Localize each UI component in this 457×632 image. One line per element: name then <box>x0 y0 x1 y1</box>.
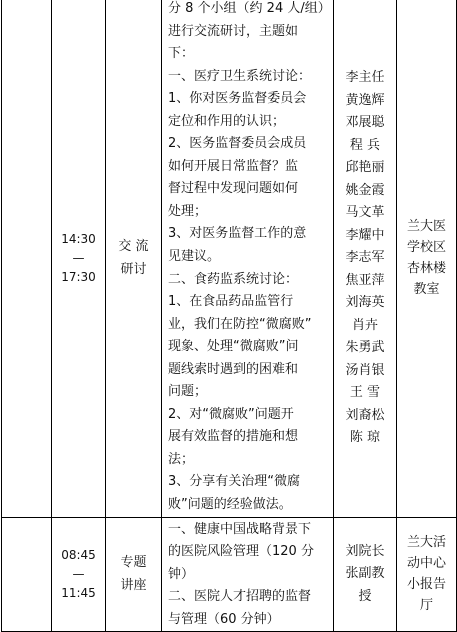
content-line: 二、食药监系统讨论： <box>168 271 299 287</box>
table-row <box>2 0 457 517</box>
content-line: 败”问题的经验做法。 <box>168 497 292 513</box>
content-line: 法； <box>168 451 195 467</box>
content-line: 3、对医务监督工作的意 <box>168 226 307 242</box>
person-name: 肖卉 <box>351 317 378 333</box>
venue-line: 杏林楼 <box>406 261 446 277</box>
people-cell <box>334 517 397 632</box>
person-name: 朱勇武 <box>345 340 385 356</box>
venue-cell <box>397 0 457 517</box>
content-line: 3、分享有关治理“微腐 <box>168 474 301 490</box>
person-name: 李耀中 <box>345 227 385 243</box>
time-start: 14:30 <box>61 231 96 246</box>
session-type-line: 研讨 <box>120 262 147 278</box>
content-line: 如何开展日常监督？监 <box>168 158 299 174</box>
person-name: 黄逸辉 <box>345 92 385 108</box>
content-line: 现象、处理“微腐败”问 <box>168 339 299 355</box>
content-line: 2、对“微腐败”问题开 <box>168 406 294 422</box>
content-line: 督过程中发现问题如何 <box>168 181 299 197</box>
venue-line: 兰大活 <box>406 535 446 551</box>
content-line: 下： <box>168 46 195 62</box>
content-line: 1、你对医务监督委员会 <box>168 91 307 107</box>
time-end: 17:30 <box>61 269 96 284</box>
content-line: 与管理（60 分钟） <box>168 611 280 627</box>
content-line: 处理； <box>168 203 208 219</box>
blank-cell <box>2 517 52 632</box>
venue-line: 小报告 <box>406 577 446 593</box>
person-name: 王 雪 <box>349 385 381 401</box>
people-cell <box>334 0 397 517</box>
venue-cell <box>397 517 457 632</box>
content-line: 一、健康中国战略背景下 <box>168 521 312 537</box>
content-line: 见建议。 <box>168 249 221 265</box>
person-name: 陈 琼 <box>349 430 381 446</box>
content-line: 的医院风险管理（120 分 <box>168 544 314 560</box>
person-name: 授 <box>358 588 372 604</box>
session-type-line: 交 流 <box>118 239 149 255</box>
time-dash: — <box>72 250 85 265</box>
person-name: 李主任 <box>345 70 385 86</box>
content-line: 钟） <box>168 566 195 582</box>
person-name: 邓展聪 <box>345 115 385 131</box>
content-line: 二、医院人才招聘的监督 <box>168 589 312 605</box>
time-range <box>52 230 105 287</box>
person-name: 刘裔松 <box>345 407 385 423</box>
content-cell <box>162 0 334 517</box>
content-line: 题线索时遇到的困难和 <box>168 361 299 377</box>
session-type-cell <box>106 517 162 632</box>
venue-line: 兰大医 <box>406 219 446 235</box>
person-name: 邱艳丽 <box>345 160 385 176</box>
time-range <box>52 546 105 603</box>
person-name: 李志军 <box>345 250 385 266</box>
time-cell <box>52 517 106 632</box>
content-line: 2、医务监督委员会成员 <box>168 136 307 152</box>
person-name: 刘院长 <box>345 543 385 559</box>
person-name: 马文革 <box>345 205 385 221</box>
content-cell <box>162 517 334 632</box>
content-line: 进行交流研讨，主题如 <box>168 23 299 39</box>
venue-line: 动中心 <box>406 556 446 572</box>
person-name: 张副教 <box>345 566 385 582</box>
person-name: 刘海英 <box>345 295 385 311</box>
content-line: 一、医疗卫生系统讨论： <box>168 68 312 84</box>
content-line: 问题； <box>168 384 208 400</box>
blank-cell <box>2 0 52 517</box>
session-type-line: 专题 <box>120 555 147 571</box>
venue-line: 厅 <box>419 598 433 614</box>
session-type-line: 讲座 <box>120 578 147 594</box>
venue-line: 学校区 <box>406 240 446 256</box>
content-line: 1、在食品药品监管行 <box>168 294 294 310</box>
content-line: 分 8 个小组（约 24 人/组） <box>168 1 331 16</box>
time-cell <box>52 0 106 517</box>
schedule-table <box>1 0 457 632</box>
person-name: 程 兵 <box>349 137 381 153</box>
session-type-cell <box>106 0 162 517</box>
time-end: 11:45 <box>61 585 96 600</box>
content-line: 业，我们在防控“微腐败” <box>168 316 312 332</box>
time-start: 08:45 <box>61 547 96 562</box>
content-line: 定位和作用的认识； <box>168 113 286 129</box>
venue-line: 教室 <box>413 282 440 298</box>
person-name: 汤肖银 <box>345 362 385 378</box>
person-name: 姚金霞 <box>345 182 385 198</box>
time-dash: — <box>72 566 85 581</box>
table-row <box>2 517 457 632</box>
content-line: 展有效监督的措施和想 <box>168 429 299 445</box>
person-name: 焦亚萍 <box>345 272 385 288</box>
